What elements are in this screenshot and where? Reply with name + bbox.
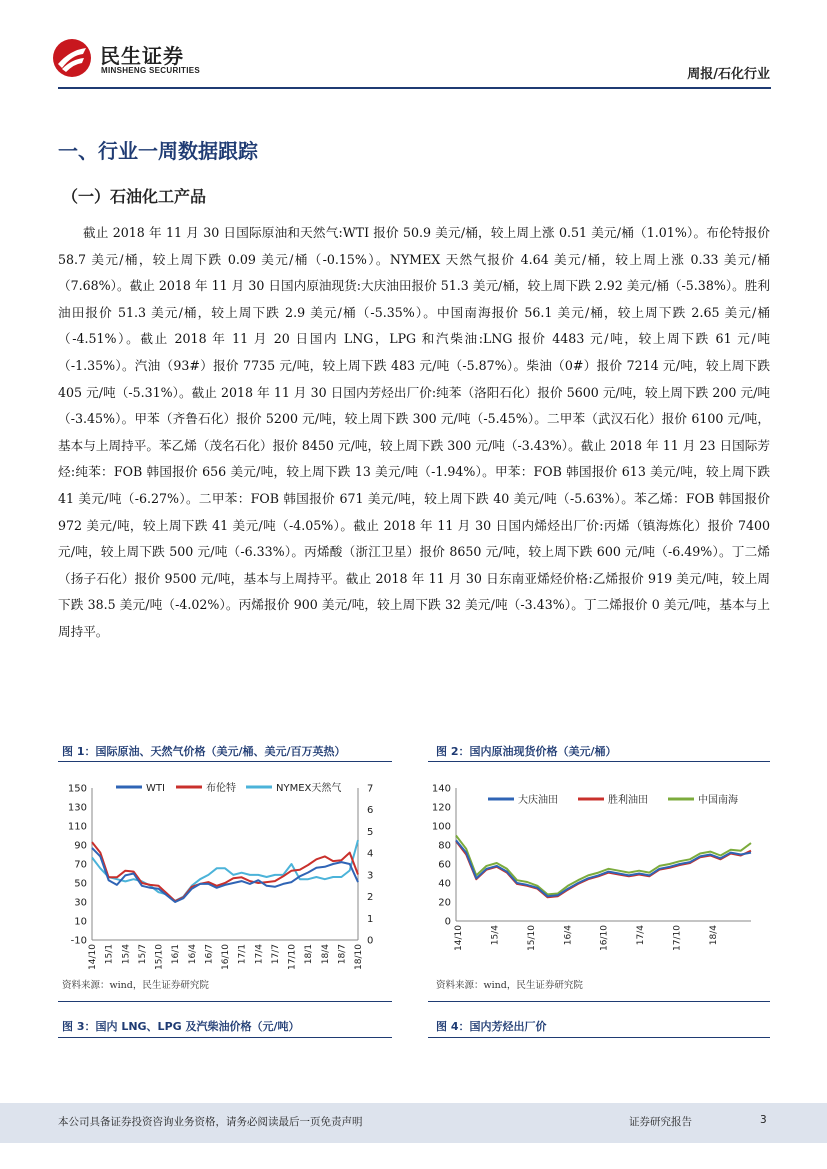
x-tick-label: 14/10 (88, 944, 98, 970)
figure-1-title: 图 1：国际原油、天然气价格（美元/桶、美元/百万英热） (62, 745, 346, 758)
legend-label: WTI (146, 783, 165, 794)
figure-2-chart (428, 768, 770, 970)
y-tick-label: 60 (438, 859, 451, 871)
figure-2-title: 图 2：国内原油现货价格（美元/桶） (436, 745, 617, 758)
y-tick-label-left: 10 (74, 916, 87, 928)
minsheng-logo-icon (52, 38, 92, 78)
x-tick-label: 17/7 (270, 944, 281, 965)
logo-english-name: MINSHENG SECURITIES (101, 66, 201, 75)
y-tick-label-right: 1 (367, 913, 374, 925)
report-type-label: 周报/石化行业 (687, 67, 770, 82)
footer-disclaimer: 本公司具备证券投资咨询业务资格，请务必阅读最后一页免责声明 (58, 1116, 363, 1128)
x-tick-label: 17/10 (287, 944, 298, 970)
series-line-wti (92, 848, 358, 902)
y-tick-label: 140 (431, 783, 451, 795)
body-paragraph: 截止 2018 年 11 月 30 日国际原油和天然气:WTI 报价 50.9 美元/桶，较上周上涨 0.51 美元/桶（1.01%）。布伦特报价 58.7 美元/桶，较上周下跌 0.09 美元/桶（-0.15%）。NYMEX 天然气报价 4.64 美元/桶，较上周上涨 0.33 美元/桶（7.68%）。截止 2018 年 11 月 30 日国内原油现货:大庆油田报价 51.3 美元/桶，较上周下跌 2.92 美元/桶（-5.38%）。胜利油田报价 51.3 美元/桶，较上周下跌 2.9 美元/桶（-5.35%）。中国南海报价 56.1 美元/桶，较上周下跌 2.65 美元/桶（-4.51%）。截止 2018 年 11 月 20 日国内 LNG，LPG 和汽柴油:LNG 报价 4483 元/吨，较上周下跌 61 元/吨（-1.35%）。汽油（93#）报价 7735 元/吨，较上周下跌 483 元/吨（-5.87%）。柴油（0#）报价 7214 元/吨，较上周下跌 405 元/吨（-5.31%）。截止 2018 年 11 月 30 日国内芳烃出厂价:纯苯（洛阳石化）报价 5600 元/吨，较上周下跌 200 元/吨（-3.45%）。甲苯（齐鲁石化）报价 5200 元/吨，较上周下跌 300 元/吨（-5.45%）。二甲苯（武汉石化）报价 6100 元/吨，基本与上周持平。苯乙烯（茂名石化）报价 8450 元/吨，较上周下跌 300 元/吨（-3.43%）。截止 2018 年 11 月 23 日国际芳烃:纯苯：FOB 韩国报价 656 美元/吨，较上周下跌 13 美元/吨（-1.94%）。甲苯：FOB 韩国报价 613 美元/吨，较上周下跌 41 美元/吨（-6.27%）。二甲苯：FOB 韩国报价 671 美元/吨，较上周下跌 40 美元/吨（-5.63%）。苯乙烯：FOB 韩国报价 972 美元/吨，较上周下跌 41 美元/吨（-4.05%）。截止 2018 年 11 月 30 日国内烯烃出厂价:丙烯（镇海炼化）报价 7400 元/吨，较上周下跌 500 元/吨（-6.33%）。丙烯酸（浙江卫星）报价 8650 元/吨，较上周下跌 600 元/吨（-6.49%）。丁二烯（扬子石化）报价 9500 元/吨，基本与上周持平。截止 2018 年 11 月 30 日东南亚烯烃价格:乙烯报价 919 美元/吨，较上周下跌 38.5 美元/吨（-4.02%）。丙烯报价 900 美元/吨，较上周下跌 32 美元/吨（-3.43%）。丁二烯报价 0 美元/吨，基本与上周持平。 (58, 225, 770, 639)
series-line-daqing (456, 840, 751, 896)
y-tick-label-left: 150 (67, 783, 87, 795)
x-tick-label: 16/7 (204, 944, 215, 965)
y-tick-label-left: 130 (67, 802, 87, 814)
x-tick-label: 15/10 (154, 944, 165, 970)
y-tick-label-right: 3 (367, 870, 374, 882)
figure-3-title: 图 3：国内 LNG、LPG 及汽柴油价格（元/吨） (62, 1020, 300, 1033)
figure-4-title: 图 4：国内芳烃出厂价 (436, 1020, 547, 1033)
y-tick-label: 80 (438, 840, 451, 852)
x-tick-label: 15/1 (104, 944, 115, 965)
section-heading: 一、行业一周数据跟踪 (58, 139, 258, 163)
y-tick-label-left: 30 (74, 897, 87, 909)
y-tick-label-right: 4 (367, 848, 374, 860)
x-tick-label: 15/4 (121, 944, 132, 965)
y-tick-label: 40 (438, 878, 451, 890)
y-tick-label: 0 (444, 916, 451, 928)
y-tick-label-right: 6 (367, 805, 374, 817)
figure-1-bottom-rule (58, 1001, 392, 1002)
y-tick-label-right: 7 (367, 783, 374, 795)
x-tick-label: 17/1 (237, 944, 248, 965)
y-tick-label: 20 (438, 897, 451, 909)
legend-label: 布伦特 (206, 783, 236, 794)
figure-4-rule (428, 1037, 770, 1038)
x-tick-label: 15/7 (137, 944, 148, 965)
legend-label: 大庆油田 (518, 795, 558, 806)
x-tick-label: 18/10 (354, 944, 364, 970)
x-tick-label: 16/10 (599, 925, 610, 951)
x-tick-label: 18/4 (709, 925, 719, 946)
x-tick-label: 18/1 (304, 944, 315, 965)
figure-2-source: 资料来源：wind，民生证券研究院 (436, 980, 583, 991)
y-tick-label: 120 (431, 802, 451, 814)
y-tick-label-right: 2 (367, 892, 374, 904)
legend-label: NYMEX天然气 (276, 783, 342, 794)
x-tick-label: 18/4 (320, 944, 331, 965)
series-line-brent (92, 842, 358, 901)
legend-label: 胜利油田 (608, 795, 648, 806)
x-tick-label: 16/10 (221, 944, 231, 970)
figure-1-chart (58, 768, 392, 970)
x-tick-label: 14/10 (454, 925, 464, 951)
y-tick-label-right: 5 (367, 826, 374, 838)
x-tick-label: 17/10 (672, 925, 683, 951)
page-number: 3 (760, 1114, 767, 1126)
x-tick-label: 15/4 (490, 925, 501, 946)
y-tick-label-left: 70 (74, 859, 87, 871)
figure-1-source: 资料来源：wind，民生证券研究院 (62, 980, 209, 991)
y-tick-label-left: 50 (74, 878, 87, 890)
x-tick-label: 18/7 (337, 944, 348, 965)
x-tick-label: 17/4 (254, 944, 265, 965)
figure-2-bottom-rule (428, 1001, 770, 1002)
legend-label: 中国南海 (698, 795, 738, 806)
x-tick-label: 15/10 (526, 925, 537, 951)
x-tick-label: 16/4 (187, 944, 198, 965)
page-header (0, 0, 827, 92)
series-line-shengli (456, 841, 751, 897)
figure-2-rule (428, 761, 770, 762)
x-tick-label: 17/4 (636, 925, 647, 946)
y-tick-label-left: 110 (67, 821, 87, 833)
x-tick-label: 16/4 (563, 925, 574, 946)
subsection-heading: （一）石油化工产品 (62, 187, 207, 206)
logo-chinese-name: 民生证券 (100, 44, 184, 68)
series-line-nanhai (456, 836, 751, 895)
figure-3-rule (58, 1037, 392, 1038)
y-tick-label: 100 (431, 821, 451, 833)
header-divider (58, 87, 771, 89)
y-tick-label-right: 0 (367, 935, 374, 947)
y-tick-label-left: -10 (70, 935, 87, 947)
x-tick-label: 16/1 (171, 944, 182, 965)
footer-report-label: 证券研究报告 (629, 1116, 692, 1128)
y-tick-label-left: 90 (74, 840, 87, 852)
figure-1-rule (58, 761, 392, 762)
